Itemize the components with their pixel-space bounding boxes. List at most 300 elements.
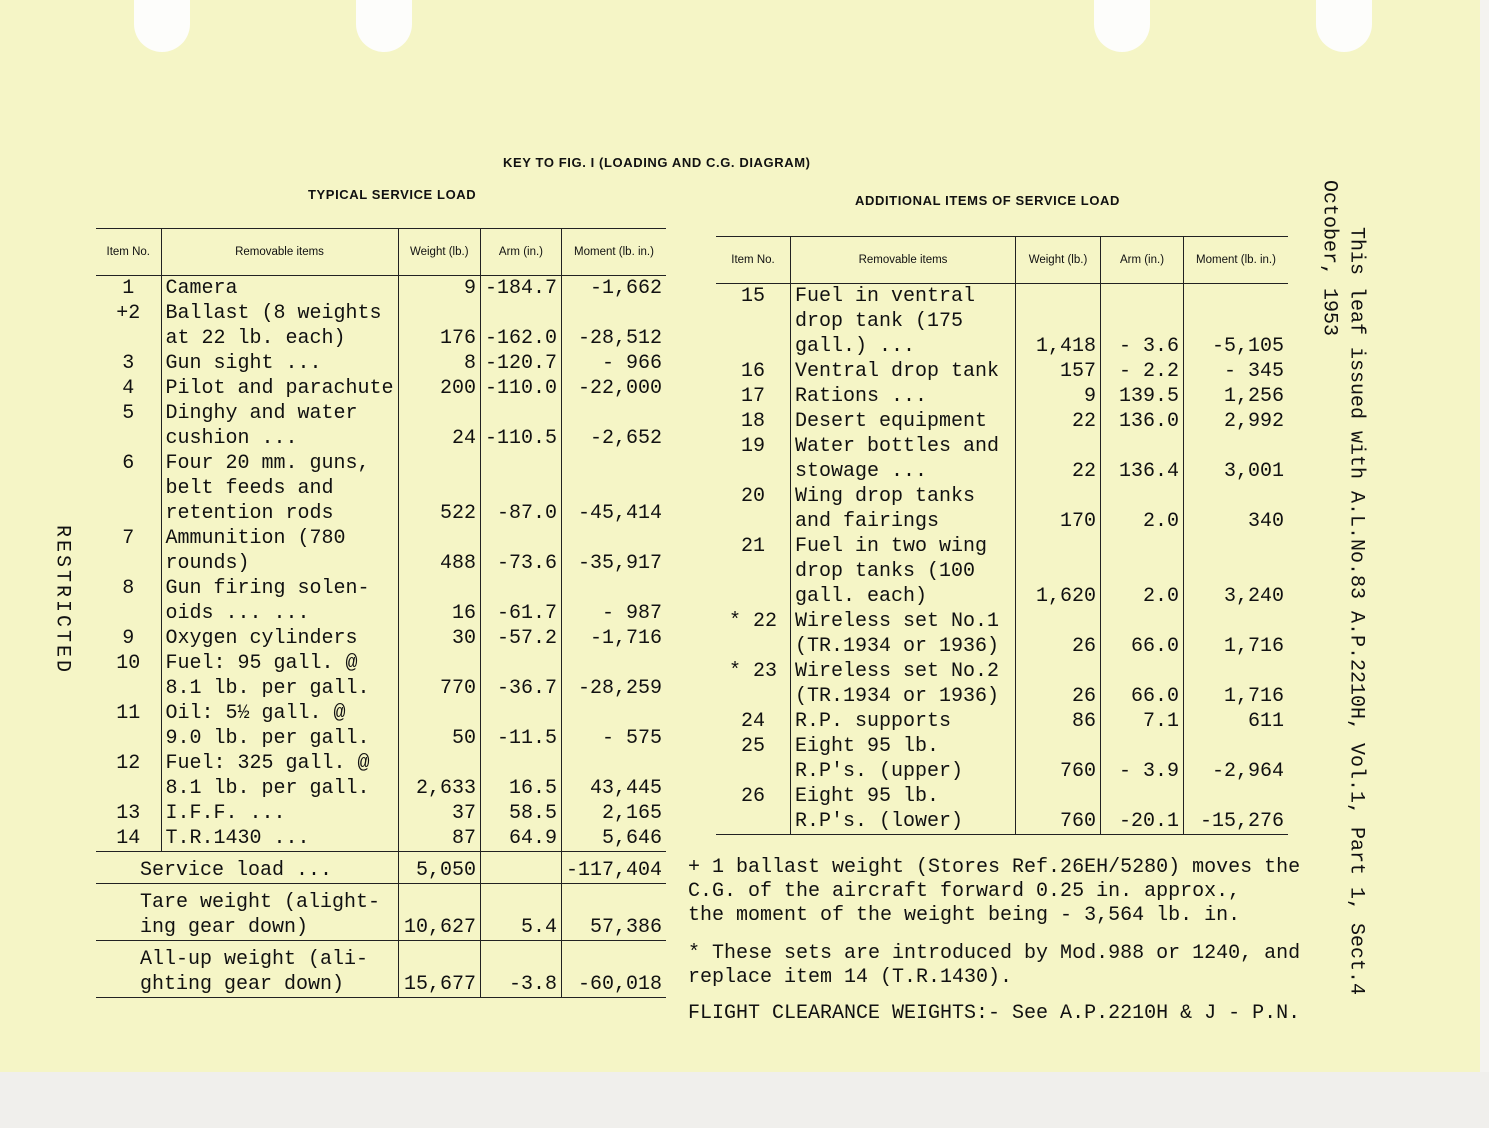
item-weight: 86	[1016, 709, 1101, 734]
table-row	[716, 409, 1288, 434]
col-arm: Arm (in.)	[1101, 237, 1184, 284]
item-moment	[561, 301, 666, 326]
table-row	[96, 601, 666, 626]
item-description: Fuel in ventral	[791, 284, 1016, 310]
table-row	[716, 284, 1288, 310]
item-moment	[561, 526, 666, 551]
wireless-note-line: * These sets are introduced by Mod.988 or 1240, and	[688, 942, 1301, 965]
item-weight	[1016, 534, 1101, 559]
item-moment: -28,512	[577, 327, 662, 350]
item-arm: 7.1	[1101, 709, 1184, 734]
table-header-row	[96, 229, 666, 276]
item-description: retention rods	[161, 501, 398, 526]
item-description: rounds)	[161, 551, 398, 576]
col-weight: Weight (lb.)	[398, 229, 480, 276]
item-description: Eight 95 lb.	[791, 784, 1016, 809]
typical-service-load-table	[96, 228, 666, 998]
item-number	[716, 309, 791, 334]
item-number: 7	[96, 526, 161, 551]
table-row	[716, 484, 1288, 509]
table-row	[716, 709, 1288, 734]
item-number: * 22	[716, 609, 791, 634]
table-row	[96, 376, 666, 401]
item-weight: 16	[398, 601, 480, 626]
item-number	[716, 634, 791, 659]
item-arm: 64.9	[480, 826, 561, 852]
punch-hole	[356, 0, 412, 52]
item-description: and fairings	[791, 509, 1016, 534]
table-row	[96, 726, 666, 751]
item-arm: - 2.2	[1101, 359, 1184, 384]
item-number: 3	[96, 351, 161, 376]
item-number: 24	[716, 709, 791, 734]
item-number: 16	[716, 359, 791, 384]
wireless-note-line: replace item 14 (T.R.1430).	[688, 966, 1013, 989]
item-description: Fuel in two wing	[791, 534, 1016, 559]
item-weight	[398, 401, 480, 426]
item-number: 12	[96, 751, 161, 776]
col-item-no: Item No.	[96, 229, 161, 276]
table-row	[716, 734, 1288, 759]
summary-weight: 15,677	[398, 972, 480, 998]
additional-items-table	[716, 236, 1288, 835]
scan-background	[0, 1072, 1489, 1128]
item-moment: -15,276	[1184, 809, 1289, 835]
item-arm	[1101, 659, 1184, 684]
item-moment	[561, 751, 666, 776]
item-description: R.P. supports	[791, 709, 1016, 734]
item-arm	[1101, 534, 1184, 559]
item-description: R.P's. (lower)	[791, 809, 1016, 835]
item-weight: 37	[398, 801, 480, 826]
item-weight	[398, 701, 480, 726]
table-header-row	[716, 237, 1288, 284]
item-number	[96, 426, 161, 451]
summary-weight: 10,627	[398, 915, 480, 941]
item-description: at 22 lb. each)	[161, 326, 398, 351]
item-number	[96, 501, 161, 526]
item-moment: -22,000	[577, 377, 662, 400]
item-description: Pilot and parachute	[161, 376, 398, 401]
item-arm: 58.5	[480, 801, 561, 826]
item-number	[716, 559, 791, 584]
table-row	[716, 309, 1288, 334]
item-number: 9	[96, 626, 161, 651]
summary-weight: 5,050	[398, 852, 480, 884]
item-moment: 43,445	[589, 777, 662, 800]
punch-hole	[1316, 0, 1372, 52]
item-description: Ammunition (780	[161, 526, 398, 551]
item-moment	[561, 576, 666, 601]
item-arm: -162.0	[480, 326, 561, 351]
item-moment	[1184, 784, 1289, 809]
item-number	[716, 459, 791, 484]
item-description: drop tanks (100	[791, 559, 1016, 584]
item-moment: 1,716	[1223, 635, 1284, 658]
item-arm: -61.7	[480, 601, 561, 626]
summary-moment: -117,404	[561, 852, 666, 884]
item-weight	[398, 476, 480, 501]
item-number: 5	[96, 401, 161, 426]
issue-note-line: This leaf issued with A.L.No.83 A.P.2210H, Vol.1, Part 1, Sect.4	[1344, 226, 1368, 996]
item-number: 8	[96, 576, 161, 601]
item-description: Four 20 mm. guns,	[161, 451, 398, 476]
table-row	[716, 459, 1288, 484]
item-arm: -184.7	[480, 276, 561, 302]
item-weight	[1016, 609, 1101, 634]
item-number: 11	[96, 701, 161, 726]
ballast-note-line: the moment of the weight being - 3,564 lb. in.	[688, 904, 1241, 927]
item-description: Water bottles and	[791, 434, 1016, 459]
item-weight	[1016, 434, 1101, 459]
summary-weight	[398, 884, 480, 916]
item-weight: 22	[1016, 409, 1101, 434]
summary-row	[96, 884, 666, 916]
item-moment: 3,240	[1223, 585, 1284, 608]
item-description: stowage ...	[791, 459, 1016, 484]
item-weight: 770	[398, 676, 480, 701]
item-number	[96, 726, 161, 751]
item-weight	[1016, 659, 1101, 684]
table-row	[716, 334, 1288, 359]
item-number: 4	[96, 376, 161, 401]
item-weight	[1016, 309, 1101, 334]
item-arm: -110.5	[480, 426, 561, 451]
item-number: 15	[716, 284, 791, 310]
item-weight	[398, 301, 480, 326]
item-arm: -87.0	[480, 501, 561, 526]
item-number	[716, 334, 791, 359]
summary-label: Service load ...	[96, 852, 398, 884]
item-weight: 50	[398, 726, 480, 751]
item-weight: 170	[1016, 509, 1101, 534]
item-weight: 9	[398, 276, 480, 302]
item-description: belt feeds and	[161, 476, 398, 501]
main-heading: KEY TO FIG. I (LOADING AND C.G. DIAGRAM)	[503, 155, 811, 170]
table-row	[96, 426, 666, 451]
item-description: oids ... ...	[161, 601, 398, 626]
item-weight	[398, 526, 480, 551]
item-arm	[480, 526, 561, 551]
table-row	[716, 784, 1288, 809]
left-table-heading: TYPICAL SERVICE LOAD	[308, 187, 477, 202]
item-moment: 5,646	[601, 827, 662, 850]
table-row	[716, 434, 1288, 459]
item-weight: 9	[1016, 384, 1101, 409]
item-arm	[1101, 434, 1184, 459]
summary-row	[96, 852, 666, 884]
item-weight: 488	[398, 551, 480, 576]
punch-hole	[1094, 0, 1150, 52]
item-description: Eight 95 lb.	[791, 734, 1016, 759]
item-arm: - 3.6	[1101, 334, 1184, 359]
item-arm	[480, 301, 561, 326]
item-weight	[1016, 284, 1101, 310]
item-arm	[1101, 484, 1184, 509]
item-moment: - 575	[601, 727, 662, 750]
item-description: 8.1 lb. per gall.	[161, 776, 398, 801]
summary-label: ghting gear down)	[96, 972, 398, 998]
table-row	[96, 776, 666, 801]
table-row	[96, 501, 666, 526]
summary-moment	[561, 941, 666, 973]
item-moment: 2,992	[1223, 410, 1284, 433]
summary-arm	[480, 941, 561, 973]
item-weight: 87	[398, 826, 480, 852]
item-arm: 2.0	[1101, 584, 1184, 609]
item-weight	[398, 651, 480, 676]
summary-moment	[561, 884, 666, 916]
item-arm: -120.7	[480, 351, 561, 376]
item-arm	[1101, 784, 1184, 809]
item-moment	[1184, 559, 1289, 584]
table-row	[716, 809, 1288, 835]
item-arm	[480, 701, 561, 726]
summary-label: ing gear down)	[96, 915, 398, 941]
item-moment: 611	[1247, 710, 1284, 733]
item-moment: -28,259	[577, 677, 662, 700]
table-row	[716, 684, 1288, 709]
summary-label: Tare weight (alight-	[96, 884, 398, 916]
summary-row	[96, 941, 666, 973]
item-moment	[1184, 484, 1289, 509]
summary-moment: -60,018	[561, 972, 666, 998]
item-number: 6	[96, 451, 161, 476]
item-number: 13	[96, 801, 161, 826]
item-moment: - 966	[601, 352, 662, 375]
item-weight: 1,418	[1016, 334, 1101, 359]
item-description: Wireless set No.1	[791, 609, 1016, 634]
col-removable-items: Removable items	[791, 237, 1016, 284]
item-arm	[1101, 309, 1184, 334]
item-number: 18	[716, 409, 791, 434]
item-weight: 2,633	[398, 776, 480, 801]
table-row	[96, 626, 666, 651]
table-row	[96, 651, 666, 676]
item-description: I.F.F. ...	[161, 801, 398, 826]
table-row	[716, 559, 1288, 584]
item-arm: 16.5	[480, 776, 561, 801]
item-number: 1	[96, 276, 161, 302]
item-description: 9.0 lb. per gall.	[161, 726, 398, 751]
item-weight	[1016, 784, 1101, 809]
right-table-heading: ADDITIONAL ITEMS OF SERVICE LOAD	[855, 193, 1121, 208]
item-moment	[1184, 609, 1289, 634]
col-moment: Moment (lb. in.)	[561, 229, 666, 276]
summary-moment: 57,386	[561, 915, 666, 941]
table-row	[96, 276, 666, 302]
item-moment	[1184, 309, 1289, 334]
item-number: 14	[96, 826, 161, 852]
item-weight: 26	[1016, 634, 1101, 659]
table-row	[96, 551, 666, 576]
item-description: Desert equipment	[791, 409, 1016, 434]
punch-hole	[134, 0, 190, 52]
item-arm	[480, 451, 561, 476]
item-description: Gun firing solen-	[161, 576, 398, 601]
item-description: Fuel: 325 gall. @	[161, 751, 398, 776]
item-moment	[1184, 434, 1289, 459]
item-number: * 23	[716, 659, 791, 684]
table-row	[96, 401, 666, 426]
item-arm: -11.5	[480, 726, 561, 751]
item-moment	[561, 401, 666, 426]
table-row	[96, 526, 666, 551]
table-row	[716, 759, 1288, 784]
item-weight: 760	[1016, 759, 1101, 784]
item-description: Rations ...	[791, 384, 1016, 409]
item-arm	[480, 476, 561, 501]
summary-weight	[398, 941, 480, 973]
item-number	[96, 776, 161, 801]
col-moment: Moment (lb. in.)	[1184, 237, 1289, 284]
item-arm: 136.4	[1101, 459, 1184, 484]
table-row	[716, 534, 1288, 559]
item-arm	[480, 651, 561, 676]
table-row	[96, 801, 666, 826]
item-weight: 26	[1016, 684, 1101, 709]
item-arm	[480, 576, 561, 601]
item-weight: 200	[398, 376, 480, 401]
item-number	[96, 476, 161, 501]
item-number: 10	[96, 651, 161, 676]
item-weight	[1016, 734, 1101, 759]
col-item-no: Item No.	[716, 237, 791, 284]
item-weight: 1,620	[1016, 584, 1101, 609]
item-description: gall.) ...	[791, 334, 1016, 359]
item-description: Dinghy and water	[161, 401, 398, 426]
item-description: 8.1 lb. per gall.	[161, 676, 398, 701]
item-arm: 2.0	[1101, 509, 1184, 534]
issue-date: October, 1953	[1317, 179, 1341, 337]
item-weight: 760	[1016, 809, 1101, 835]
item-number	[716, 509, 791, 534]
item-number	[716, 584, 791, 609]
item-weight: 22	[1016, 459, 1101, 484]
item-moment: -1,716	[589, 627, 662, 650]
item-moment	[561, 451, 666, 476]
summary-row	[96, 915, 666, 941]
item-number: 25	[716, 734, 791, 759]
item-moment	[1184, 534, 1289, 559]
item-number: 17	[716, 384, 791, 409]
item-weight: 157	[1016, 359, 1101, 384]
restricted-marking: RESTRICTED	[50, 524, 74, 676]
ballast-note-line: C.G. of the aircraft forward 0.25 in. approx.,	[688, 880, 1241, 903]
item-weight	[1016, 559, 1101, 584]
item-moment: 1,716	[1223, 685, 1284, 708]
table-row	[96, 351, 666, 376]
table-row	[716, 509, 1288, 534]
table-row	[96, 676, 666, 701]
item-arm	[1101, 609, 1184, 634]
item-arm: -73.6	[480, 551, 561, 576]
item-moment: -45,414	[577, 502, 662, 525]
item-number	[716, 684, 791, 709]
table-row	[96, 476, 666, 501]
item-moment	[1184, 734, 1289, 759]
table-row	[96, 826, 666, 852]
item-weight	[398, 451, 480, 476]
table-row	[716, 659, 1288, 684]
flight-clearance-note: FLIGHT CLEARANCE WEIGHTS:- See A.P.2210H & J - P.N.	[688, 1002, 1301, 1025]
item-arm: -110.0	[480, 376, 561, 401]
item-weight: 8	[398, 351, 480, 376]
item-description: (TR.1934 or 1936)	[791, 634, 1016, 659]
summary-arm: -3.8	[480, 972, 561, 998]
item-number: 20	[716, 484, 791, 509]
item-moment: 2,165	[601, 802, 662, 825]
item-moment	[561, 651, 666, 676]
item-description: Oil: 5½ gall. @	[161, 701, 398, 726]
item-weight	[398, 751, 480, 776]
item-arm: 66.0	[1101, 634, 1184, 659]
item-description: (TR.1934 or 1936)	[791, 684, 1016, 709]
item-number: +2	[96, 301, 161, 326]
item-number	[96, 601, 161, 626]
summary-label: All-up weight (ali-	[96, 941, 398, 973]
item-arm: -57.2	[480, 626, 561, 651]
item-description: Gun sight ...	[161, 351, 398, 376]
item-description: Fuel: 95 gall. @	[161, 651, 398, 676]
item-weight	[1016, 484, 1101, 509]
summary-arm	[480, 884, 561, 916]
item-arm: -36.7	[480, 676, 561, 701]
item-description: R.P's. (upper)	[791, 759, 1016, 784]
ballast-note-line: + 1 ballast weight (Stores Ref.26EH/5280) moves the	[688, 856, 1301, 879]
summary-arm: 5.4	[480, 915, 561, 941]
item-description: Camera	[161, 276, 398, 302]
item-moment	[561, 476, 666, 501]
item-weight: 176	[398, 326, 480, 351]
table-row	[96, 326, 666, 351]
item-moment: -1,662	[589, 277, 662, 300]
item-number	[96, 676, 161, 701]
item-number	[716, 809, 791, 835]
table-row	[96, 576, 666, 601]
col-weight: Weight (lb.)	[1016, 237, 1101, 284]
item-description: gall. each)	[791, 584, 1016, 609]
item-weight: 30	[398, 626, 480, 651]
item-weight: 522	[398, 501, 480, 526]
summary-row	[96, 972, 666, 998]
item-moment: -5,105	[1211, 335, 1284, 358]
table-row	[716, 384, 1288, 409]
item-arm	[480, 401, 561, 426]
col-arm: Arm (in.)	[480, 229, 561, 276]
table-row	[716, 359, 1288, 384]
table-row	[96, 751, 666, 776]
item-description: Wireless set No.2	[791, 659, 1016, 684]
summary-arm	[480, 852, 561, 884]
item-description: T.R.1430 ...	[161, 826, 398, 852]
item-arm: -20.1	[1101, 809, 1184, 835]
item-arm: 66.0	[1101, 684, 1184, 709]
item-arm	[480, 751, 561, 776]
item-arm: 139.5	[1101, 384, 1184, 409]
item-weight: 24	[398, 426, 480, 451]
col-removable-items: Removable items	[161, 229, 398, 276]
table-row	[96, 451, 666, 476]
item-moment	[1184, 659, 1289, 684]
item-description: drop tank (175	[791, 309, 1016, 334]
item-moment: 3,001	[1223, 460, 1284, 483]
item-arm: 136.0	[1101, 409, 1184, 434]
table-row	[716, 584, 1288, 609]
item-number: 21	[716, 534, 791, 559]
item-number	[96, 551, 161, 576]
item-description: cushion ...	[161, 426, 398, 451]
